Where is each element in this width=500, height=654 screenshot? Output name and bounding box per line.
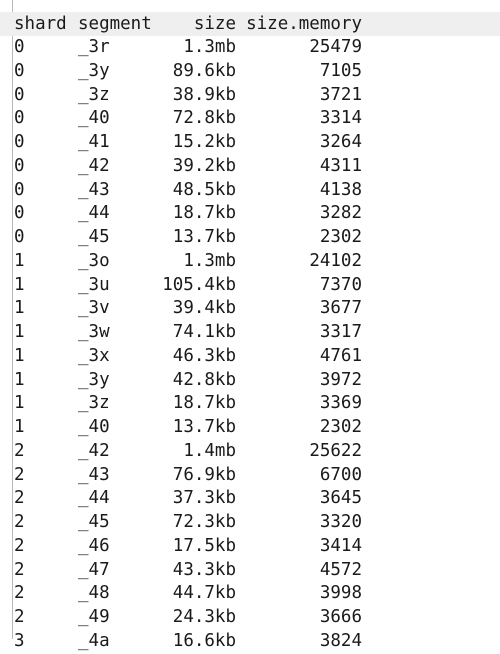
cell-size: 89.6kb: [172, 60, 236, 81]
cell-size-memory: 3264: [319, 132, 362, 152]
table-row: [0, 274, 500, 298]
cell-shard: 0: [14, 37, 25, 57]
cell-size: 17.5kb: [172, 535, 236, 556]
cell-size-memory: 3998: [319, 583, 362, 604]
column-header-size: size: [193, 14, 236, 34]
cell-shard: 2: [14, 440, 25, 461]
cell-segment: _45: [78, 512, 110, 532]
cell-segment: _49: [78, 607, 110, 627]
cell-shard: 1: [14, 322, 25, 342]
cell-shard: 0: [14, 132, 25, 152]
cell-shard: 2: [14, 607, 25, 627]
cell-size: 74.1kb: [172, 322, 236, 342]
table-row: [0, 36, 500, 60]
table-row: [0, 535, 500, 559]
cell-segment: _3z: [78, 84, 110, 105]
cell-shard: 1: [14, 250, 25, 271]
cell-segment: _3y: [78, 60, 110, 81]
cell-segment: _40: [78, 417, 110, 437]
cell-size-memory: 7105: [319, 60, 362, 81]
cell-size-memory: 3320: [319, 512, 362, 532]
cell-size: 1.4mb: [183, 440, 236, 461]
cell-size-memory: 25479: [309, 37, 362, 57]
cell-shard: 0: [14, 60, 25, 81]
cell-size-memory: 3824: [319, 630, 362, 651]
cell-segment: _4a: [78, 630, 110, 651]
table-row: [0, 297, 500, 321]
cell-size-memory: 4138: [319, 179, 362, 200]
table-header: [0, 12, 500, 36]
cell-size: 13.7kb: [172, 227, 236, 247]
cell-segment: _3r: [78, 37, 110, 57]
cell-size-memory: 6700: [319, 464, 362, 485]
table-row: [0, 84, 500, 108]
table-row: [0, 131, 500, 155]
cell-segment: _42: [78, 440, 110, 461]
cell-size: 1.3mb: [183, 250, 236, 271]
cell-size: 16.6kb: [172, 630, 236, 651]
cell-segment: _3o: [78, 250, 110, 271]
cell-size: 1.3mb: [183, 37, 236, 57]
cell-shard: 1: [14, 369, 25, 390]
cell-segment: _44: [78, 488, 110, 509]
cell-size-memory: 7370: [319, 274, 362, 295]
cell-shard: 2: [14, 464, 25, 485]
cell-size: 44.7kb: [172, 583, 236, 604]
column-header-segment: segment: [78, 14, 152, 34]
table-row: [0, 559, 500, 583]
table-row: [0, 416, 500, 440]
cell-segment: _44: [78, 203, 110, 224]
cell-segment: _3w: [78, 322, 110, 342]
cell-shard: 2: [14, 559, 25, 580]
cell-size-memory: 4311: [319, 155, 362, 176]
cell-size: 105.4kb: [162, 274, 236, 295]
cell-shard: 2: [14, 512, 25, 532]
cell-shard: 0: [14, 108, 25, 129]
table-row: [0, 226, 500, 250]
cell-size: 72.3kb: [172, 512, 236, 532]
cell-segment: _3u: [78, 274, 110, 295]
cell-size-memory: 3972: [319, 369, 362, 390]
cell-size: 46.3kb: [172, 345, 236, 366]
cell-size: 13.7kb: [172, 417, 236, 437]
cell-shard: 2: [14, 535, 25, 556]
cell-shard: 0: [14, 84, 25, 105]
cell-size-memory: 3721: [319, 84, 362, 105]
cell-segment: _3v: [78, 298, 110, 319]
cell-segment: _43: [78, 464, 110, 485]
cell-size: 43.3kb: [172, 559, 236, 580]
cell-size-memory: 4761: [319, 345, 362, 366]
table-row: [0, 582, 500, 606]
cell-size-memory: 3282: [319, 203, 362, 224]
table-row: [0, 511, 500, 535]
cell-size-memory: 3317: [319, 322, 362, 342]
cell-size-memory: 3666: [319, 607, 362, 627]
cell-size: 37.3kb: [172, 488, 236, 509]
cell-segment: _41: [78, 132, 110, 152]
table-row: [0, 250, 500, 274]
cell-size: 72.8kb: [172, 108, 236, 129]
table-row: [0, 606, 500, 630]
cell-size: 39.2kb: [172, 155, 236, 176]
cell-size: 24.3kb: [172, 607, 236, 627]
column-header-size-memory: size.memory: [246, 14, 362, 34]
cell-size: 18.7kb: [172, 393, 236, 414]
cell-size: 18.7kb: [172, 203, 236, 224]
cell-size-memory: 3677: [319, 298, 362, 319]
table-row: [0, 60, 500, 84]
table-row: [0, 179, 500, 203]
column-header-shard: shard: [14, 14, 67, 34]
table-row: [0, 630, 500, 654]
table-row: [0, 440, 500, 464]
table-row: [0, 487, 500, 511]
cell-size-memory: 4572: [319, 559, 362, 580]
cell-shard: 2: [14, 488, 25, 509]
cell-shard: 1: [14, 298, 25, 319]
cell-segment: _48: [78, 583, 110, 604]
cell-size-memory: 3314: [319, 108, 362, 129]
cell-size: 48.5kb: [172, 179, 236, 200]
cell-size: 76.9kb: [172, 464, 236, 485]
cell-shard: 1: [14, 393, 25, 414]
table-row: [0, 392, 500, 416]
cell-segment: _42: [78, 155, 110, 176]
cell-size-memory: 3414: [319, 535, 362, 556]
table-row: [0, 202, 500, 226]
table-row: [0, 107, 500, 131]
cell-segment: _3z: [78, 393, 110, 414]
table-row: [0, 155, 500, 179]
cell-shard: 2: [14, 583, 25, 604]
cell-shard: 0: [14, 203, 25, 224]
cell-size-memory: 2302: [319, 227, 362, 247]
cell-segment: _47: [78, 559, 110, 580]
cell-shard: 1: [14, 274, 25, 295]
cell-size-memory: 3369: [319, 393, 362, 414]
table-row: [0, 369, 500, 393]
cell-segment: _45: [78, 227, 110, 247]
cell-segment: _3x: [78, 345, 110, 366]
cell-size: 15.2kb: [172, 132, 236, 152]
cell-size-memory: 25622: [309, 440, 362, 461]
cell-shard: 1: [14, 345, 25, 366]
cell-size: 39.4kb: [172, 298, 236, 319]
cell-size-memory: 2302: [319, 417, 362, 437]
table-row: [0, 321, 500, 345]
cell-segment: _40: [78, 108, 110, 129]
cell-size-memory: 24102: [309, 250, 362, 271]
cell-segment: _43: [78, 179, 110, 200]
cell-shard: 0: [14, 155, 25, 176]
cell-shard: 1: [14, 417, 25, 437]
cell-shard: 0: [14, 227, 25, 247]
table-row: [0, 345, 500, 369]
cell-shard: 0: [14, 179, 25, 200]
cell-size: 38.9kb: [172, 84, 236, 105]
cell-segment: _46: [78, 535, 110, 556]
cell-size: 42.8kb: [172, 369, 236, 390]
cell-segment: _3y: [78, 369, 110, 390]
cell-size-memory: 3645: [319, 488, 362, 509]
table-row: [0, 464, 500, 488]
cell-shard: 3: [14, 630, 25, 651]
